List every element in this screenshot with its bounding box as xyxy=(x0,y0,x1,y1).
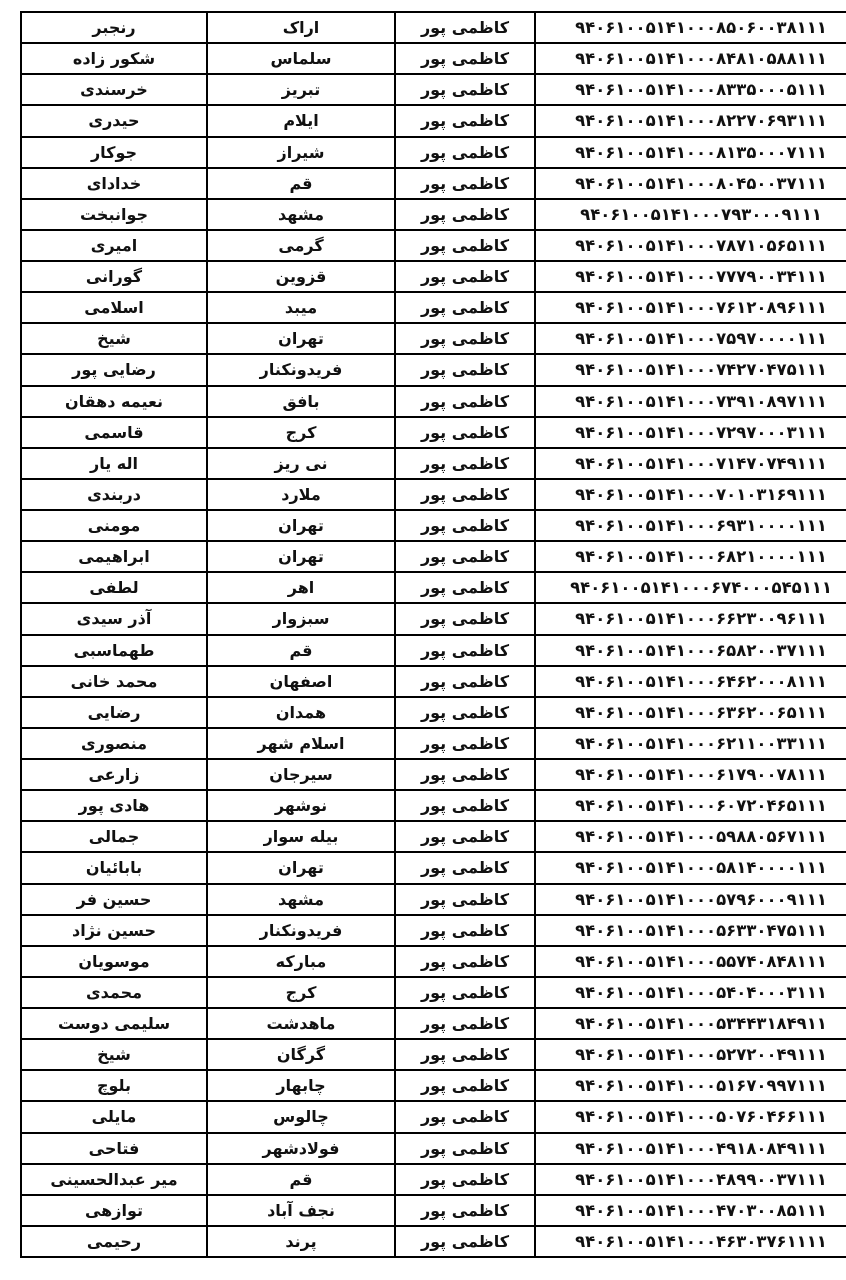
name-cell: کاظمی پور xyxy=(395,1133,535,1164)
surname-cell: جمالی xyxy=(21,821,207,852)
name-cell: کاظمی پور xyxy=(395,541,535,572)
code-cell: ۹۴۰۶۱۰۰۵۱۴۱۰۰۰۶۱۷۹۰۰۷۸۱۱۱ xyxy=(535,759,846,790)
code-cell: ۹۴۰۶۱۰۰۵۱۴۱۰۰۰۶۸۲۱۰۰۰۰۱۱۱ xyxy=(535,541,846,572)
surname-cell: جوکار xyxy=(21,137,207,168)
city-cell: اراک xyxy=(207,12,395,43)
surname-cell: امیری xyxy=(21,230,207,261)
name-cell: کاظمی پور xyxy=(395,1070,535,1101)
table-row xyxy=(21,1195,846,1226)
name-cell: کاظمی پور xyxy=(395,603,535,634)
code-cell: ۹۴۰۶۱۰۰۵۱۴۱۰۰۰۷۰۱۰۳۱۶۹۱۱۱ xyxy=(535,479,846,510)
name-cell: کاظمی پور xyxy=(395,261,535,292)
name-cell: کاظمی پور xyxy=(395,168,535,199)
surname-cell: حسین نژاد xyxy=(21,915,207,946)
name-cell: کاظمی پور xyxy=(395,510,535,541)
table-row xyxy=(21,697,846,728)
code-cell: ۹۴۰۶۱۰۰۵۱۴۱۰۰۰۷۳۹۱۰۸۹۷۱۱۱ xyxy=(535,386,846,417)
code-cell: ۹۴۰۶۱۰۰۵۱۴۱۰۰۰۸۲۲۷۰۶۹۳۱۱۱ xyxy=(535,105,846,136)
city-cell: قم xyxy=(207,168,395,199)
surname-cell: ابراهیمی xyxy=(21,541,207,572)
surname-cell: خرسندی xyxy=(21,74,207,105)
table-row xyxy=(21,386,846,417)
surname-cell: توازهی xyxy=(21,1195,207,1226)
code-cell: ۹۴۰۶۱۰۰۵۱۴۱۰۰۰۷۲۹۷۰۰۰۳۱۱۱ xyxy=(535,417,846,448)
city-cell: قزوین xyxy=(207,261,395,292)
name-cell: کاظمی پور xyxy=(395,666,535,697)
city-cell: تهران xyxy=(207,541,395,572)
city-cell: فریدونکنار xyxy=(207,354,395,385)
surname-cell: حیدری xyxy=(21,105,207,136)
city-cell: بافق xyxy=(207,386,395,417)
name-cell: کاظمی پور xyxy=(395,790,535,821)
code-cell: ۹۴۰۶۱۰۰۵۱۴۱۰۰۰۸۰۴۵۰۰۳۷۱۱۱ xyxy=(535,168,846,199)
surname-cell: جوانبخت xyxy=(21,199,207,230)
surname-cell: گورانی xyxy=(21,261,207,292)
table-row xyxy=(21,977,846,1008)
surname-cell: نعیمه دهقان xyxy=(21,386,207,417)
name-cell: کاظمی پور xyxy=(395,697,535,728)
surname-cell: زارعی xyxy=(21,759,207,790)
surname-cell: شیخ xyxy=(21,1039,207,1070)
surname-cell: محمدی xyxy=(21,977,207,1008)
name-cell: کاظمی پور xyxy=(395,230,535,261)
code-cell: ۹۴۰۶۱۰۰۵۱۴۱۰۰۰۵۴۰۴۰۰۰۳۱۱۱ xyxy=(535,977,846,1008)
city-cell: سبزوار xyxy=(207,603,395,634)
code-cell: ۹۴۰۶۱۰۰۵۱۴۱۰۰۰۵۳۴۴۳۱۸۴۹۱۱ xyxy=(535,1008,846,1039)
name-cell: کاظمی پور xyxy=(395,884,535,915)
name-cell: کاظمی پور xyxy=(395,137,535,168)
code-cell: ۹۴۰۶۱۰۰۵۱۴۱۰۰۰۶۴۶۲۰۰۰۸۱۱۱ xyxy=(535,666,846,697)
code-cell: ۹۴۰۶۱۰۰۵۱۴۱۰۰۰۷۴۲۷۰۴۷۵۱۱۱ xyxy=(535,354,846,385)
name-cell: کاظمی پور xyxy=(395,821,535,852)
table-row xyxy=(21,292,846,323)
table-row xyxy=(21,261,846,292)
name-cell: کاظمی پور xyxy=(395,759,535,790)
city-cell: نی ریز xyxy=(207,448,395,479)
name-cell: کاظمی پور xyxy=(395,74,535,105)
city-cell: قم xyxy=(207,1164,395,1195)
table-row xyxy=(21,137,846,168)
city-cell: اصفهان xyxy=(207,666,395,697)
surname-cell: رضایی xyxy=(21,697,207,728)
surname-cell: طهماسبی xyxy=(21,635,207,666)
name-cell: کاظمی پور xyxy=(395,323,535,354)
name-cell: کاظمی پور xyxy=(395,199,535,230)
code-cell: ۹۴۰۶۱۰۰۵۱۴۱۰۰۰۶۶۲۳۰۰۹۶۱۱۱ xyxy=(535,603,846,634)
city-cell: بیله سوار xyxy=(207,821,395,852)
surname-cell: دربندی xyxy=(21,479,207,510)
name-cell: کاظمی پور xyxy=(395,1195,535,1226)
surname-cell: اسلامی xyxy=(21,292,207,323)
table-row xyxy=(21,852,846,883)
name-cell: کاظمی پور xyxy=(395,1101,535,1132)
table-row xyxy=(21,12,846,43)
table-row xyxy=(21,417,846,448)
city-cell: نجف آباد xyxy=(207,1195,395,1226)
city-cell: میبد xyxy=(207,292,395,323)
surname-cell: لطفی xyxy=(21,572,207,603)
city-cell: ماهدشت xyxy=(207,1008,395,1039)
city-cell: تهران xyxy=(207,852,395,883)
city-cell: مشهد xyxy=(207,199,395,230)
city-cell: اسلام شهر xyxy=(207,728,395,759)
city-cell: تبریز xyxy=(207,74,395,105)
surname-cell: رضایی پور xyxy=(21,354,207,385)
code-cell: ۹۴۰۶۱۰۰۵۱۴۱۰۰۰۸۳۳۵۰۰۰۵۱۱۱ xyxy=(535,74,846,105)
table-row xyxy=(21,479,846,510)
records-table xyxy=(20,11,846,1258)
table-row xyxy=(21,1101,846,1132)
table-row xyxy=(21,759,846,790)
name-cell: کاظمی پور xyxy=(395,915,535,946)
name-cell: کاظمی پور xyxy=(395,572,535,603)
city-cell: گرمی xyxy=(207,230,395,261)
table-row xyxy=(21,199,846,230)
table-row xyxy=(21,105,846,136)
name-cell: کاظمی پور xyxy=(395,12,535,43)
city-cell: کرج xyxy=(207,977,395,1008)
code-cell: ۹۴۰۶۱۰۰۵۱۴۱۰۰۰۶۷۴۰۰۰۵۴۵۱۱۱ xyxy=(535,572,846,603)
city-cell: همدان xyxy=(207,697,395,728)
code-cell: ۹۴۰۶۱۰۰۵۱۴۱۰۰۰۵۲۷۲۰۰۴۹۱۱۱ xyxy=(535,1039,846,1070)
city-cell: چالوس xyxy=(207,1101,395,1132)
name-cell: کاظمی پور xyxy=(395,386,535,417)
city-cell: ملارد xyxy=(207,479,395,510)
table-row xyxy=(21,230,846,261)
table-row xyxy=(21,43,846,74)
surname-cell: مایلی xyxy=(21,1101,207,1132)
table-row xyxy=(21,1164,846,1195)
name-cell: کاظمی پور xyxy=(395,448,535,479)
name-cell: کاظمی پور xyxy=(395,977,535,1008)
surname-cell: محمد خانی xyxy=(21,666,207,697)
name-cell: کاظمی پور xyxy=(395,1008,535,1039)
code-cell: ۹۴۰۶۱۰۰۵۱۴۱۰۰۰۴۶۳۰۳۷۶۱۱۱۱ xyxy=(535,1226,846,1257)
surname-cell: موسویان xyxy=(21,946,207,977)
city-cell: کرج xyxy=(207,417,395,448)
table-row xyxy=(21,946,846,977)
name-cell: کاظمی پور xyxy=(395,1226,535,1257)
code-cell: ۹۴۰۶۱۰۰۵۱۴۱۰۰۰۶۵۸۲۰۰۳۷۱۱۱ xyxy=(535,635,846,666)
table-row xyxy=(21,74,846,105)
surname-cell: اله یار xyxy=(21,448,207,479)
name-cell: کاظمی پور xyxy=(395,1039,535,1070)
code-cell: ۹۴۰۶۱۰۰۵۱۴۱۰۰۰۵۶۳۳۰۴۷۵۱۱۱ xyxy=(535,915,846,946)
surname-cell: خدادای xyxy=(21,168,207,199)
code-cell: ۹۴۰۶۱۰۰۵۱۴۱۰۰۰۵۷۹۶۰۰۰۹۱۱۱ xyxy=(535,884,846,915)
code-cell: ۹۴۰۶۱۰۰۵۱۴۱۰۰۰۷۹۳۰۰۰۹۱۱۱ xyxy=(535,199,846,230)
name-cell: کاظمی پور xyxy=(395,292,535,323)
surname-cell: قاسمی xyxy=(21,417,207,448)
name-cell: کاظمی پور xyxy=(395,43,535,74)
code-cell: ۹۴۰۶۱۰۰۵۱۴۱۰۰۰۶۳۶۲۰۰۶۵۱۱۱ xyxy=(535,697,846,728)
table-row xyxy=(21,572,846,603)
code-cell: ۹۴۰۶۱۰۰۵۱۴۱۰۰۰۵۹۸۸۰۵۶۷۱۱۱ xyxy=(535,821,846,852)
city-cell: ایلام xyxy=(207,105,395,136)
code-cell: ۹۴۰۶۱۰۰۵۱۴۱۰۰۰۶۰۷۲۰۴۶۵۱۱۱ xyxy=(535,790,846,821)
surname-cell: بابائیان xyxy=(21,852,207,883)
surname-cell: هادی پور xyxy=(21,790,207,821)
code-cell: ۹۴۰۶۱۰۰۵۱۴۱۰۰۰۵۰۷۶۰۴۶۶۱۱۱ xyxy=(535,1101,846,1132)
code-cell: ۹۴۰۶۱۰۰۵۱۴۱۰۰۰۵۸۱۴۰۰۰۰۱۱۱ xyxy=(535,852,846,883)
code-cell: ۹۴۰۶۱۰۰۵۱۴۱۰۰۰۴۹۱۸۰۸۴۹۱۱۱ xyxy=(535,1133,846,1164)
table-row xyxy=(21,323,846,354)
city-cell: گرگان xyxy=(207,1039,395,1070)
code-cell: ۹۴۰۶۱۰۰۵۱۴۱۰۰۰۵۱۶۷۰۹۹۷۱۱۱ xyxy=(535,1070,846,1101)
city-cell: سیرجان xyxy=(207,759,395,790)
table-row xyxy=(21,510,846,541)
table-row xyxy=(21,1226,846,1257)
surname-cell: میر عبدالحسینی xyxy=(21,1164,207,1195)
table-row xyxy=(21,821,846,852)
table-row xyxy=(21,635,846,666)
records-table-body xyxy=(21,12,846,1257)
city-cell: فریدونکنار xyxy=(207,915,395,946)
code-cell: ۹۴۰۶۱۰۰۵۱۴۱۰۰۰۴۸۹۹۰۰۳۷۱۱۱ xyxy=(535,1164,846,1195)
table-row xyxy=(21,1039,846,1070)
city-cell: قم xyxy=(207,635,395,666)
code-cell: ۹۴۰۶۱۰۰۵۱۴۱۰۰۰۸۴۸۱۰۵۸۸۱۱۱ xyxy=(535,43,846,74)
table-row xyxy=(21,728,846,759)
name-cell: کاظمی پور xyxy=(395,728,535,759)
table-row xyxy=(21,168,846,199)
name-cell: کاظمی پور xyxy=(395,946,535,977)
code-cell: ۹۴۰۶۱۰۰۵۱۴۱۰۰۰۴۷۰۳۰۰۸۵۱۱۱ xyxy=(535,1195,846,1226)
city-cell: فولادشهر xyxy=(207,1133,395,1164)
name-cell: کاظمی پور xyxy=(395,354,535,385)
city-cell: مبارکه xyxy=(207,946,395,977)
city-cell: سلماس xyxy=(207,43,395,74)
table-row xyxy=(21,448,846,479)
surname-cell: رحیمی xyxy=(21,1226,207,1257)
city-cell: چابهار xyxy=(207,1070,395,1101)
name-cell: کاظمی پور xyxy=(395,417,535,448)
surname-cell: شکور زاده xyxy=(21,43,207,74)
table-row xyxy=(21,1008,846,1039)
table-row xyxy=(21,666,846,697)
table-row xyxy=(21,790,846,821)
code-cell: ۹۴۰۶۱۰۰۵۱۴۱۰۰۰۷۵۹۷۰۰۰۰۱۱۱ xyxy=(535,323,846,354)
city-cell: تهران xyxy=(207,323,395,354)
surname-cell: مومنی xyxy=(21,510,207,541)
code-cell: ۹۴۰۶۱۰۰۵۱۴۱۰۰۰۷۷۷۹۰۰۳۴۱۱۱ xyxy=(535,261,846,292)
table-row xyxy=(21,1133,846,1164)
name-cell: کاظمی پور xyxy=(395,479,535,510)
name-cell: کاظمی پور xyxy=(395,105,535,136)
code-cell: ۹۴۰۶۱۰۰۵۱۴۱۰۰۰۸۵۰۶۰۰۳۸۱۱۱ xyxy=(535,12,846,43)
code-cell: ۹۴۰۶۱۰۰۵۱۴۱۰۰۰۶۹۳۱۰۰۰۰۱۱۱ xyxy=(535,510,846,541)
surname-cell: بلوچ xyxy=(21,1070,207,1101)
code-cell: ۹۴۰۶۱۰۰۵۱۴۱۰۰۰۸۱۳۵۰۰۰۷۱۱۱ xyxy=(535,137,846,168)
table-row xyxy=(21,1070,846,1101)
table-row xyxy=(21,603,846,634)
surname-cell: منصوری xyxy=(21,728,207,759)
table-row xyxy=(21,541,846,572)
name-cell: کاظمی پور xyxy=(395,635,535,666)
surname-cell: شیخ xyxy=(21,323,207,354)
table-row xyxy=(21,884,846,915)
surname-cell: رنجبر xyxy=(21,12,207,43)
name-cell: کاظمی پور xyxy=(395,852,535,883)
surname-cell: حسین فر xyxy=(21,884,207,915)
code-cell: ۹۴۰۶۱۰۰۵۱۴۱۰۰۰۷۱۴۷۰۷۴۹۱۱۱ xyxy=(535,448,846,479)
city-cell: نوشهر xyxy=(207,790,395,821)
code-cell: ۹۴۰۶۱۰۰۵۱۴۱۰۰۰۷۸۷۱۰۵۶۵۱۱۱ xyxy=(535,230,846,261)
code-cell: ۹۴۰۶۱۰۰۵۱۴۱۰۰۰۵۵۷۴۰۸۴۸۱۱۱ xyxy=(535,946,846,977)
city-cell: مشهد xyxy=(207,884,395,915)
code-cell: ۹۴۰۶۱۰۰۵۱۴۱۰۰۰۶۲۱۱۰۰۳۳۱۱۱ xyxy=(535,728,846,759)
city-cell: شیراز xyxy=(207,137,395,168)
name-cell: کاظمی پور xyxy=(395,1164,535,1195)
city-cell: تهران xyxy=(207,510,395,541)
code-cell: ۹۴۰۶۱۰۰۵۱۴۱۰۰۰۷۶۱۲۰۸۹۶۱۱۱ xyxy=(535,292,846,323)
table-row xyxy=(21,915,846,946)
table-row xyxy=(21,354,846,385)
city-cell: پرند xyxy=(207,1226,395,1257)
surname-cell: فتاحی xyxy=(21,1133,207,1164)
surname-cell: سلیمی دوست xyxy=(21,1008,207,1039)
city-cell: اهر xyxy=(207,572,395,603)
surname-cell: آذر سیدی xyxy=(21,603,207,634)
